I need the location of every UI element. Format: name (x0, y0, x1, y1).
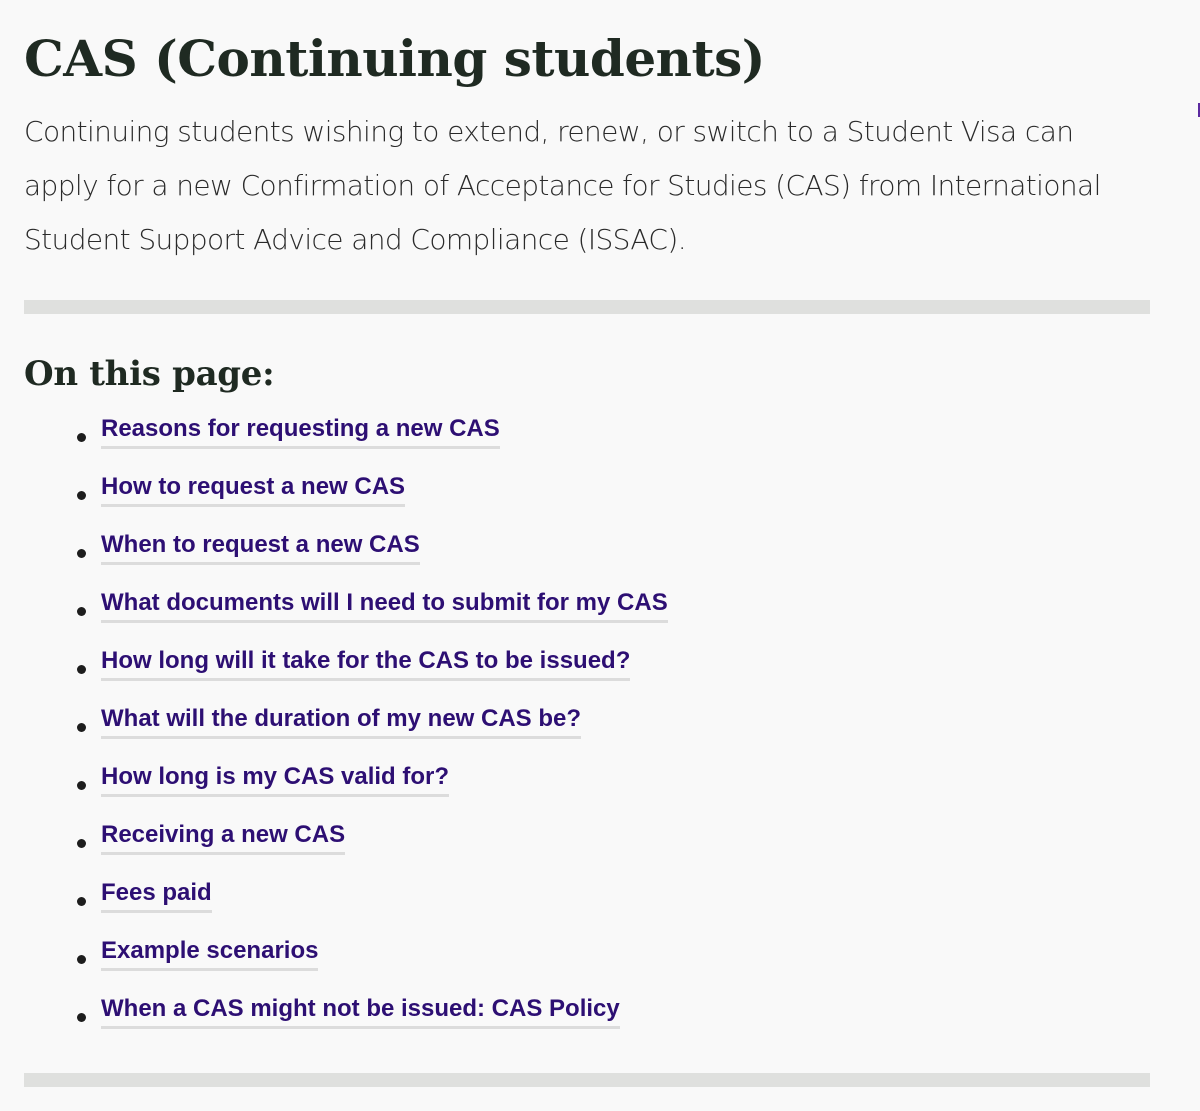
bullet-icon (77, 491, 86, 500)
bullet-icon (77, 1013, 86, 1022)
toc-link-when-to-request[interactable]: When to request a new CAS (101, 529, 420, 565)
toc-item-scenarios (24, 935, 668, 993)
intro-paragraph: Continuing students wishing to extend, renew, or switch to a Student Visa can apply for a new Confirmation of Acceptance for Studies (CAS) from International Student Support Advice and Compliance (ISSAC). (24, 115, 1101, 256)
toc-item-when-to-request (24, 529, 668, 587)
bullet-icon (77, 549, 86, 558)
toc-link-duration[interactable]: What will the duration of my new CAS be? (101, 703, 581, 739)
toc-item-issue-time (24, 645, 668, 703)
toc-link-issue-time[interactable]: How long will it take for the CAS to be issued? (101, 645, 630, 681)
bullet-icon (77, 607, 86, 616)
bullet-icon (77, 433, 86, 442)
toc-item-validity (24, 761, 668, 819)
bullet-icon (77, 955, 86, 964)
toc-link-fees[interactable]: Fees paid (101, 877, 212, 913)
bullet-icon (77, 781, 86, 790)
page-title: CAS (Continuing students) (24, 29, 765, 88)
toc-item-duration (24, 703, 668, 761)
bullet-icon (77, 897, 86, 906)
toc-link-scenarios[interactable]: Example scenarios (101, 935, 318, 971)
bullet-icon (77, 723, 86, 732)
toc-item-cas-policy (24, 993, 668, 1051)
toc-link-reasons[interactable]: Reasons for requesting a new CAS (101, 413, 500, 449)
toc-link-receiving[interactable]: Receiving a new CAS (101, 819, 345, 855)
toc-heading: On this page: (24, 354, 275, 394)
toc-link-how-to-request[interactable]: How to request a new CAS (101, 471, 405, 507)
toc-link-cas-policy[interactable]: When a CAS might not be issued: CAS Policy (101, 993, 620, 1029)
toc-link-documents[interactable]: What documents will I need to submit for my CAS (101, 587, 668, 623)
section-divider-top (24, 300, 1150, 314)
bullet-icon (77, 665, 86, 674)
toc-item-fees (24, 877, 668, 935)
toc-item-reasons (24, 413, 668, 471)
toc-link-validity[interactable]: How long is my CAS valid for? (101, 761, 449, 797)
toc-list (24, 413, 668, 1051)
bullet-icon (77, 839, 86, 848)
toc-item-how-to-request (24, 471, 668, 529)
toc-item-documents (24, 587, 668, 645)
section-divider-bottom (24, 1073, 1150, 1087)
toc-item-receiving (24, 819, 668, 877)
